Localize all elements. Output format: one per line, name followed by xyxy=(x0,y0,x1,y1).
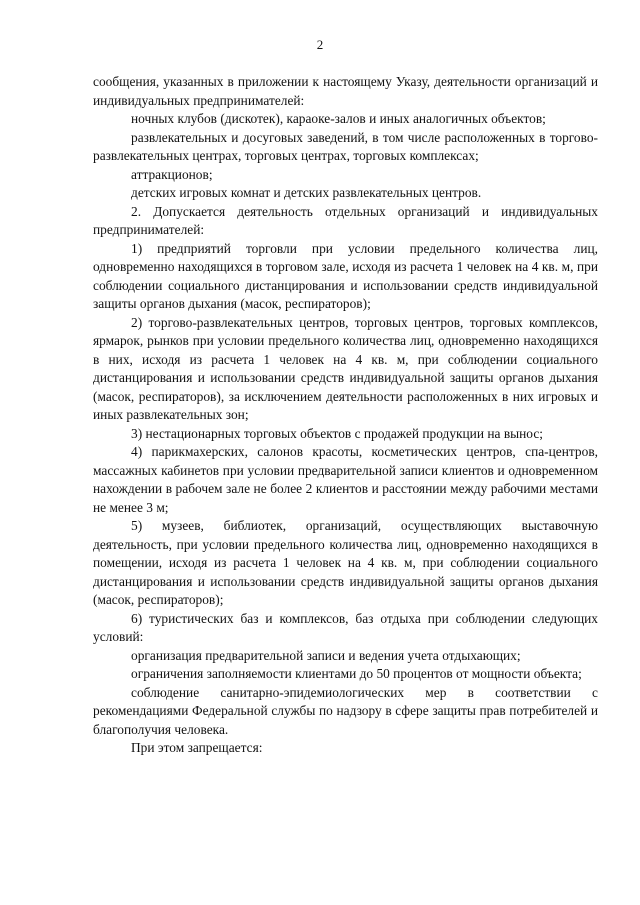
paragraph-subitem-4: 4) парикмахерских, салонов красоты, косметических центров, спа-центров, массажных кабинетов при условии предварительной записи клиентов и одновременном нахождении в рабочем зале не более 2 клиентов и расстоянии между рабочими местами не менее 3 м; xyxy=(93,444,598,515)
paragraph-prohibited: При этом запрещается: xyxy=(131,740,263,755)
paragraph-children-rooms: детских игровых комнат и детских развлекательных центров. xyxy=(131,185,482,200)
paragraph-night-clubs: ночных клубов (дискотек), караоке-залов и иных аналогичных объектов; xyxy=(131,111,546,126)
paragraph-continuation: сообщения, указанных в приложении к настоящему Указу, деятельности организаций и индивидуальных предпринимателей: xyxy=(93,74,598,108)
page-number: 2 xyxy=(316,37,324,52)
paragraph-condition-booking: организация предварительной записи и ведения учета отдыхающих; xyxy=(131,647,521,663)
paragraph-item-2: 2. Допускается деятельность отдельных организаций и индивидуальных предпринимателей: xyxy=(93,203,598,237)
paragraph-subitem-2: 2) торгово-развлекательных центров, торговых центров, торговых комплексов, ярмарок, рынков при условии предельного количества лиц, одновременно находящихся в них, исходя из расчета 1 человек на 4 кв. м, при соблюдении социального дистанцирования и использовании средств индивидуальной защиты органов дыхания (масок, респираторов), за исключением деятельности расположенных в них игровых и иных развлекательных зон; xyxy=(93,314,598,422)
paragraph-subitem-6: 6) туристических баз и комплексов, баз отдыха при соблюдении следующих условий: xyxy=(93,610,598,644)
document-body xyxy=(93,73,598,758)
paragraph-entertainment-venues: развлекательных и досуговых заведений, в том числе расположенных в торгово-развлекательных центрах, торговых центрах, торговых комплексах; xyxy=(93,129,598,163)
paragraph-condition-occupancy: ограничения заполняемости клиентами до 50 процентов от мощности объекта; xyxy=(131,666,582,681)
paragraph-subitem-1: 1) предприятий торговли при условии предельного количества лиц, одновременно находящихся в торговом зале, исходя из расчета 1 человек на 4 кв. м, при соблюдении социального дистанцирования и использовании средств индивидуальной защиты органов дыхания (масок, респираторов); xyxy=(93,240,598,311)
paragraph-attractions: аттракционов; xyxy=(131,166,213,182)
paragraph-subitem-3: 3) нестационарных торговых объектов с продажей продукции на вынос; xyxy=(131,425,543,441)
paragraph-subitem-5: 5) музеев, библиотек, организаций, осуществляющих выставочную деятельность, при условии предельного количества лиц, одновременно находящихся в помещении, исходя из расчета 1 человек на 4 кв. м, при соблюдении социального дистанцирования и использовании средств индивидуальной защиты органов дыхания (масок, респираторов); xyxy=(93,518,598,607)
paragraph-condition-sanitary: соблюдение санитарно-эпидемиологических мер в соответствии с рекомендациями Федеральной службы по надзору в сфере защиты прав потребителей и благополучия человека. xyxy=(93,684,598,737)
